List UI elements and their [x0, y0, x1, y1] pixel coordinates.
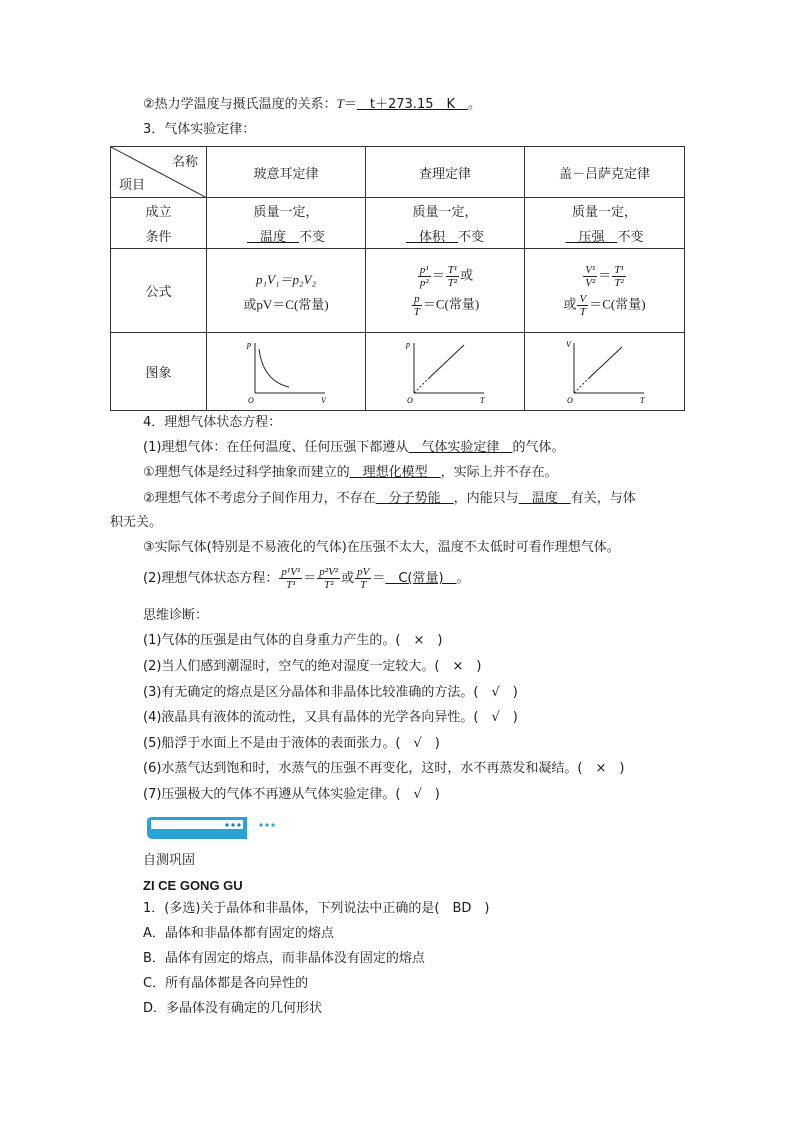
corner-name: 名称 [171, 155, 198, 170]
label-line: 成立 [145, 205, 172, 220]
answer-blank: 理想化模型 [349, 465, 441, 480]
ideal-gas-equation [143, 564, 470, 594]
fraction [279, 566, 302, 591]
denominator: T² [447, 276, 458, 289]
condition-suffix: 不变 [617, 230, 644, 245]
formula-charles: $\frac{\text{p¹}}{\text{p²}}$ ＝ $\frac{\text{T¹}}{\text{T²}}$ 或 $\frac{p}{T}$ ＝C(常量) [366, 249, 525, 333]
denominator: T [579, 305, 586, 318]
pt-graph [400, 337, 490, 403]
or-text: 或 [341, 571, 355, 586]
answer-blank: 温度 [246, 230, 299, 245]
condition-charles [366, 198, 525, 249]
section-4-title: 4．理想气体状态方程： [143, 415, 282, 430]
text-end: 。 [456, 571, 470, 586]
vt-graph [560, 337, 650, 403]
banner-graphic [143, 815, 283, 841]
numerator: pV [357, 566, 370, 578]
judgement-item: (7)压强极大的气体不再遵从气体实验定律。( √ ) [143, 787, 440, 802]
label-line: 条件 [145, 230, 172, 245]
answer-blank: t＋273.15 K [356, 97, 469, 112]
fraction [418, 264, 431, 289]
graph-boyle [207, 333, 366, 411]
isochore-line [428, 345, 464, 379]
denominator: T² [614, 276, 624, 289]
fraction [612, 264, 625, 289]
numerator: p¹V¹ [281, 566, 301, 578]
header-charles: 查理定律 [366, 147, 525, 198]
denominator: T [360, 579, 367, 591]
dot-icon [237, 823, 240, 826]
eq: ＝ [372, 571, 386, 586]
or-text: 或 [563, 295, 577, 311]
option-a: A．晶体和非晶体都有固定的熔点 [143, 926, 334, 941]
option-d: D．多晶体没有确定的几何形状 [143, 1001, 323, 1016]
judgement-item: (1)气体的压强是由气体的自身重力产生的。( × ) [143, 633, 443, 648]
real-gas-note: ③实际气体(特别是不易液化的气体)在压强不太大，温度不太低时可看作理想气体。 [143, 540, 620, 555]
x-axis-label: T [480, 395, 485, 403]
text: (2)理想气体状态方程： [143, 571, 279, 586]
origin-label: O [248, 395, 254, 403]
option-c: C．所有晶体都是各向异性的 [143, 976, 309, 991]
numerator: T¹ [447, 263, 458, 276]
header-gay-lussac: 盖－吕萨克定律 [525, 147, 685, 198]
ideal-gas-definition [143, 439, 564, 457]
dot-icon [231, 823, 234, 826]
formula-tail: ＝C(常量) [422, 295, 480, 311]
banner-highlight [151, 820, 243, 829]
answer-blank: 分子势能 [375, 491, 454, 506]
dot-icon [265, 823, 268, 826]
condition-gay-lussac [525, 198, 685, 249]
or-text: 或 [460, 266, 474, 282]
selftest-title: 自测巩固 [143, 853, 196, 868]
isotherm-curve [259, 349, 289, 387]
label-formula: 公式 [111, 249, 207, 333]
numerator: p²V² [319, 566, 339, 578]
origin-label: O [407, 395, 413, 403]
ideal-gas-internal-energy-cont: 积无关。 [110, 515, 163, 530]
dot-icon [271, 823, 274, 826]
y-axis-label: p [406, 339, 410, 349]
option-b: B．晶体有固定的熔点，而非晶体没有固定的熔点 [143, 951, 425, 966]
answer-blank: 气体实验定律 [408, 440, 513, 455]
pv-graph [241, 337, 331, 403]
answer-blank: 体积 [405, 230, 458, 245]
text-end: 。 [468, 97, 482, 112]
dot-icon [225, 823, 228, 826]
fraction [317, 566, 340, 591]
text: ②热力学温度与摄氏温度的关系： [143, 97, 337, 112]
denominator: T¹ [286, 579, 296, 591]
section-banner [143, 815, 263, 839]
selftest-pinyin: ZI CE GONG GU [143, 878, 243, 893]
fraction [583, 264, 597, 289]
extrapolated-line [574, 379, 588, 393]
numerator: T¹ [614, 263, 624, 276]
numerator: V¹ [585, 263, 596, 276]
text: ，内能只与 [453, 491, 519, 506]
fraction [355, 566, 371, 591]
denominator: T² [323, 579, 334, 591]
answer-blank: C(常量) [385, 571, 457, 586]
condition-text: 质量一定， [412, 205, 478, 220]
y-axis-label: V [565, 339, 571, 349]
label-graph: 图象 [111, 333, 207, 411]
denominator: T [413, 305, 420, 318]
eq: ＝ [303, 571, 317, 586]
answer-blank: 温度 [518, 491, 571, 506]
isobar-line [588, 347, 622, 379]
text: 的气体。 [512, 440, 565, 455]
text: (1)理想气体：在任何温度、任何压强下都遵从 [143, 440, 409, 455]
condition-boyle [207, 198, 366, 249]
answer-blank: 压强 [565, 230, 618, 245]
x-axis-label: T [639, 395, 644, 403]
x-axis-label: V [321, 395, 326, 403]
y-axis-label: p [247, 339, 251, 349]
eq: ＝ [343, 97, 357, 112]
judgement-item: (2)当人们感到潮湿时，空气的绝对湿度一定较大。( × ) [143, 659, 482, 674]
formula-boyle [207, 249, 366, 333]
graph-gay-lussac [525, 333, 685, 411]
condition-suffix: 不变 [458, 230, 485, 245]
var-T: T [336, 96, 344, 111]
temperature-relation [143, 95, 481, 114]
diagnosis-title: 思维诊断： [143, 608, 209, 623]
judgement-item: (6)水蒸气达到饱和时，水蒸气的压强不再变化，这时，水不再蒸发和凝结。( × ) [143, 761, 625, 776]
denominator: p² [419, 276, 429, 289]
numerator: p¹ [419, 263, 429, 276]
text: ，实际上并不存在。 [440, 465, 558, 480]
label-condition [111, 198, 207, 249]
fraction [577, 293, 588, 318]
judgement-item: (4)液晶具有液体的流动性，又具有晶体的光学各向异性。( √ ) [143, 710, 518, 725]
text: ②理想气体不考虑分子间作用力，不存在 [143, 491, 376, 506]
formula-gay-lussac: $\frac{\text{V¹}}{\text{V²}}$ ＝ $\frac{\text{T¹}}{\text{T²}}$ 或 $\frac{V}{T}$ ＝C(常量) [525, 249, 685, 333]
condition-suffix: 不变 [299, 230, 326, 245]
extrapolated-line [414, 379, 428, 393]
formula-line: 或pV＝C(常量) [243, 296, 329, 312]
ideal-gas-model [143, 464, 558, 482]
numerator: V [579, 292, 587, 305]
header-boyle: 玻意耳定律 [207, 147, 366, 198]
gas-law-table [110, 146, 685, 411]
fraction [446, 264, 459, 289]
origin-label: O [566, 395, 573, 403]
text: 有关，与体 [570, 491, 636, 506]
ideal-gas-internal-energy [143, 490, 636, 508]
formula-tail: ＝C(常量) [589, 295, 646, 311]
graph-charles [366, 333, 525, 411]
denominator: V² [585, 276, 596, 289]
formula-line: p₁V₁＝p₂V₂ [256, 271, 316, 287]
dot-icon [259, 823, 262, 826]
question-stem: 1．(多选)关于晶体和非晶体，下列说法中正确的是( BD ) [143, 901, 490, 916]
condition-text: 质量一定， [571, 205, 637, 220]
judgement-item: (3)有无确定的熔点是区分晶体和非晶体比较准确的方法。( √ ) [143, 685, 518, 700]
condition-text: 质量一定， [253, 205, 319, 220]
numerator: p [414, 292, 420, 305]
fraction [412, 293, 422, 318]
corner-item: 项目 [119, 178, 146, 193]
section-3-title: 3．气体实验定律： [143, 122, 256, 137]
text: ①理想气体是经过科学抽象而建立的 [143, 465, 350, 480]
table-corner [111, 147, 207, 198]
judgement-item: (5)船浮于水面上不是由于液体的表面张力。( √ ) [143, 736, 440, 751]
